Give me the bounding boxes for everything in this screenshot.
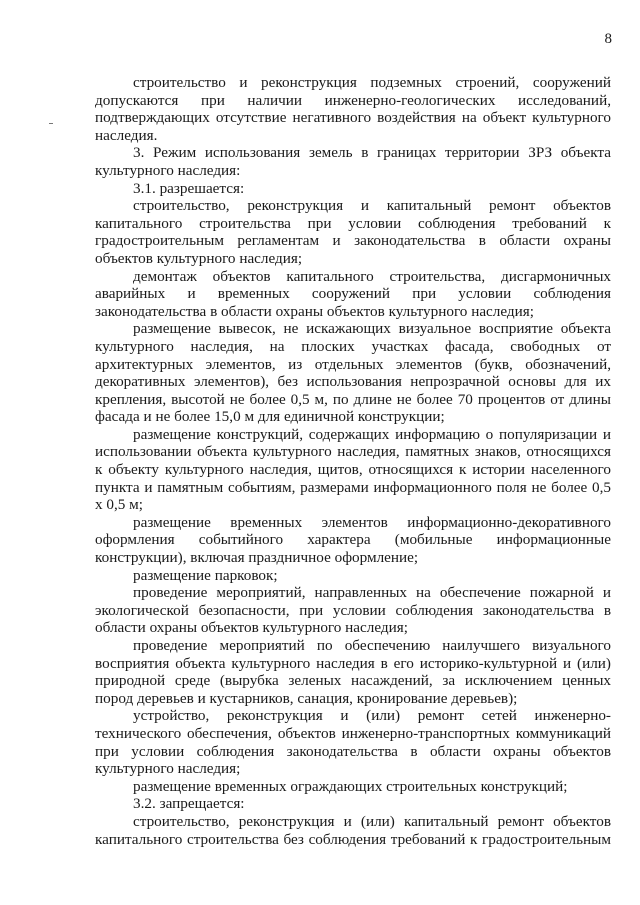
paragraph-parking: размещение парковок;	[133, 566, 278, 584]
paragraph-temporary-decor: размещение временных элементов информационно-декоративного оформления событийного характера (мобильные информационные конструкции), включая праздничное оформление;	[95, 513, 611, 567]
paragraph-signage: размещение вывесок, не искажающих визуальное восприятие объекта культурного наследия, на плоских участках фасада, свободных от архитектурных элементов, из отдельных элементов (букв, обозначений, декоративных элементов), без использования непрозрачной основы для их крепления, высотой не более 0,5 м, по длине не более 70 процентов от длины фасада и не более 15,0 м для единичной конструкции;	[95, 320, 611, 426]
body-text	[95, 74, 611, 848]
page-number: 8	[604, 31, 612, 47]
paragraph-construction-prohibited: строительство, реконструкция и (или) капитальный ремонт объектов капитального строительства без соблюдения требований к градостроительным	[95, 812, 611, 848]
paragraph-visual-perception: проведение мероприятий по обеспечению наилучшего визуального восприятия объекта культурного наследия в его историко-культурной и (или) природной среде (вырубка зеленых насаждений, за исключением ценных пород деревьев и кустарников, санация, кронирование деревьев);	[95, 637, 611, 707]
paragraph-fire-safety: проведение мероприятий, направленных на обеспечение пожарной и экологической безопасности, при условии соблюдения законодательства в области охраны объектов культурного наследия;	[95, 584, 611, 637]
paragraph-section-3-heading: 3. Режим использования земель в границах территории ЗРЗ объекта культурного наследия:	[95, 144, 611, 179]
paragraph-utility-networks: устройство, реконструкция и (или) ремонт сетей инженерно-технического обеспечения, объектов инженерно-транспортных коммуникаций при условии соблюдения законодательства в области охраны объектов культурного наследия;	[95, 707, 611, 778]
paragraph-3-2-heading: 3.2. запрещается:	[133, 795, 245, 813]
paragraph-info-structures: размещение конструкций, содержащих информацию о популяризации и использовании объекта культурного наследия, памятных знаков, относящихся к объекту культурного наследия, щитов, относящихся к истории населенного пункта и памятным событиям, размерами информационного поля не более 0,5 х 0,5 м;	[95, 425, 611, 514]
paragraph-construction-allowed: строительство, реконструкция и капитальный ремонт объектов капитального строительства при условии соблюдения требований к градостроительным регламентам и законодательства в области охраны объектов культурного наследия;	[95, 197, 611, 267]
margin-mark	[49, 123, 53, 124]
paragraph-underground-construction: строительство и реконструкция подземных строений, сооружений допускаются при наличии инженерно-геологических исследований, подтверждающих отсутствие негативного воздействия на объект культурного наследия.	[95, 74, 611, 144]
paragraph-temporary-fencing: размещение временных ограждающих строительных конструкций;	[133, 777, 568, 795]
paragraph-demolition: демонтаж объектов капитального строительства, дисгармоничных аварийных и временных сооружений при условии соблюдения законодательства в области охраны объектов культурного наследия;	[95, 267, 611, 320]
paragraph-3-1-heading: 3.1. разрешается:	[133, 179, 245, 197]
